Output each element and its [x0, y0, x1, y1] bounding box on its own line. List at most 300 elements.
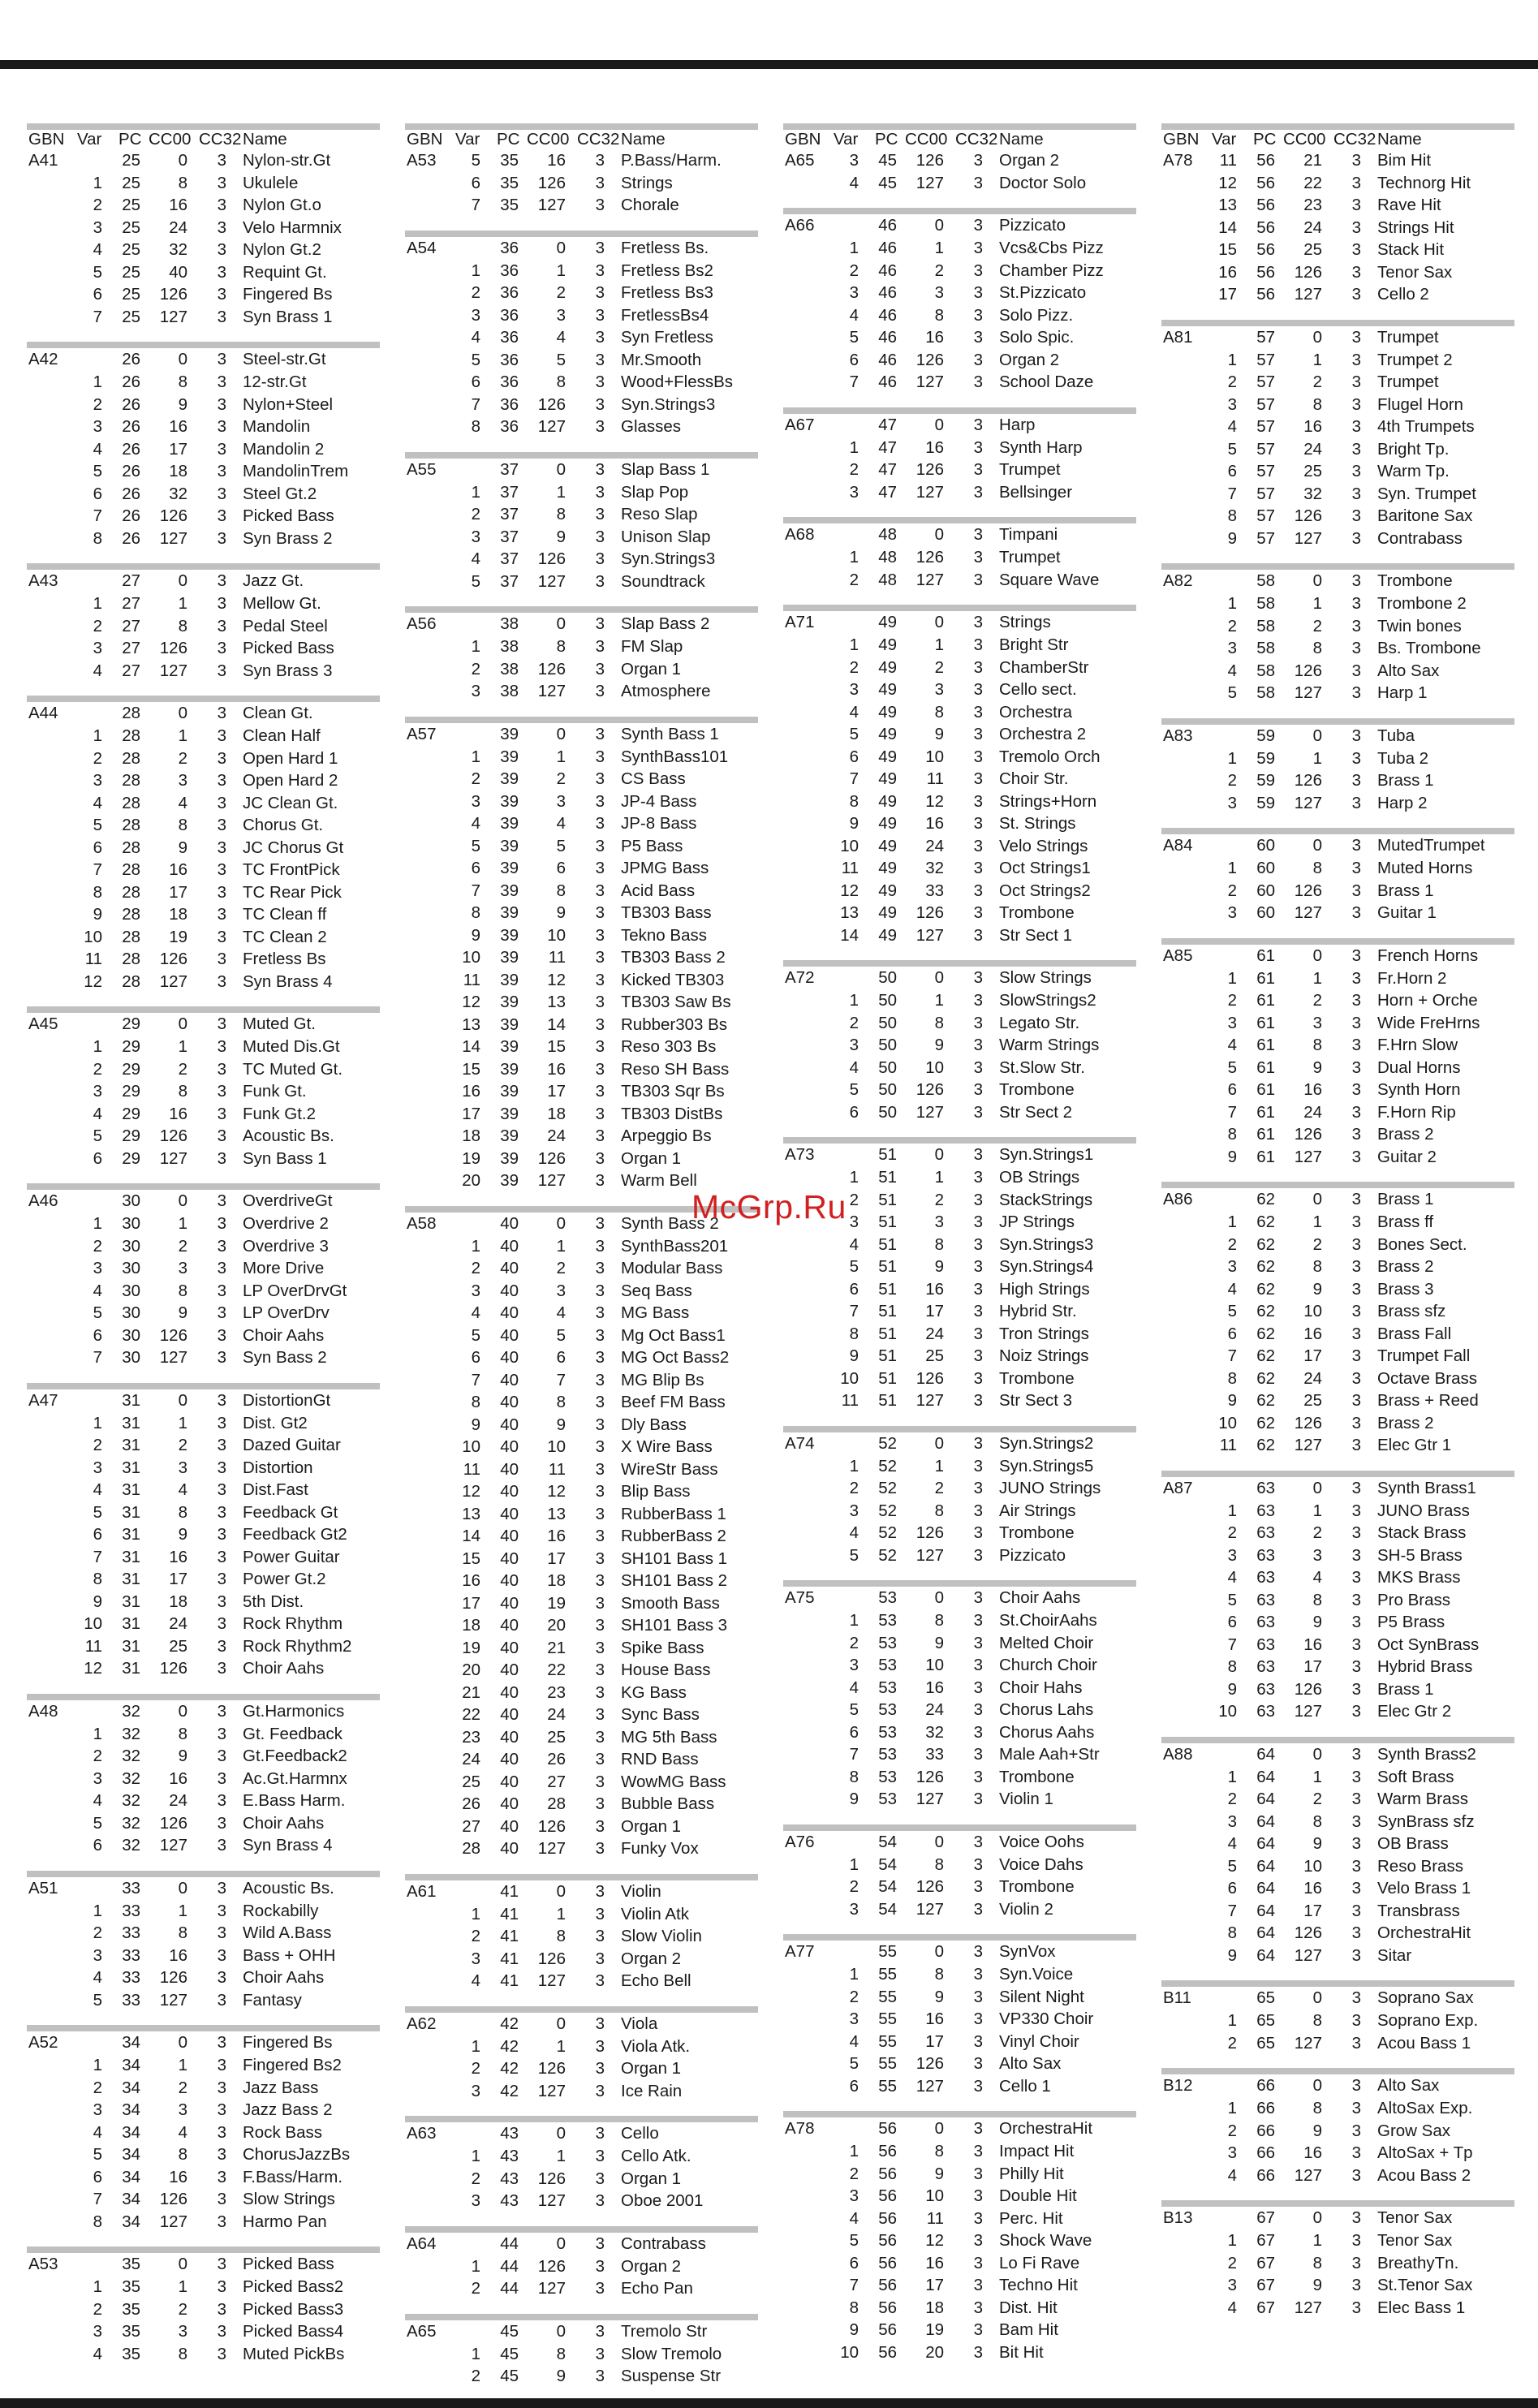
table-row — [783, 857, 1136, 880]
cell-name: Reso 303 Bs — [621, 1037, 717, 1056]
cell-cc00: 11 — [926, 2208, 944, 2228]
cell-pc: 55 — [878, 1965, 897, 1984]
cell-cc32: 3 — [1351, 991, 1361, 1010]
cell-name: Fretless Bs. — [621, 238, 709, 257]
cell-var: 2 — [849, 2164, 859, 2183]
cell-var: 1 — [1227, 859, 1237, 877]
tone-column-1 — [27, 123, 380, 2365]
cell-name: Funky Vox — [621, 1839, 699, 1858]
cell-name: Smooth Bass — [621, 1593, 720, 1613]
cell-cc00: 126 — [537, 173, 566, 192]
cell-cc00: 16 — [169, 1768, 187, 1788]
cell-pc: 30 — [122, 1325, 140, 1345]
cell-name: LP OverDrvGt — [243, 1281, 347, 1300]
cell-name: Bubble Bass — [621, 1794, 715, 1813]
cell-name: Hybrid Brass — [1377, 1657, 1473, 1676]
cell-pc: 53 — [878, 1588, 897, 1607]
cell-pc: 36 — [500, 350, 519, 369]
cell-cc32: 3 — [595, 1259, 605, 1277]
cell-cc00: 20 — [925, 2342, 944, 2362]
cell-pc: 40 — [500, 1616, 519, 1635]
group-gap — [1161, 2186, 1514, 2200]
cell-cc00: 0 — [556, 238, 566, 257]
cell-cc32: 3 — [973, 881, 983, 900]
cell-name: Trumpet — [999, 548, 1061, 566]
cell-name: Melted Choir — [999, 1633, 1094, 1652]
cell-name: Power Gt.2 — [243, 1570, 326, 1588]
cell-cc00: 126 — [537, 1816, 566, 1836]
cell-name: Steel-str.Gt — [243, 350, 326, 368]
cell-name: Solo Spic. — [999, 328, 1075, 347]
table-row — [1161, 349, 1514, 372]
cell-pc: 25 — [122, 307, 140, 326]
cell-var: 5 — [93, 2145, 102, 2164]
group-gap — [783, 2097, 1136, 2111]
table-row — [405, 1036, 758, 1058]
table-row — [405, 1014, 758, 1036]
cell-gbn: A54 — [407, 238, 437, 257]
cell-name: Power Guitar — [243, 1547, 340, 1566]
cell-pc: 52 — [878, 1479, 897, 1497]
cell-cc00: 0 — [178, 1878, 187, 1898]
cell-var: 2 — [849, 261, 859, 280]
cell-name: Organ 1 — [621, 1816, 682, 1836]
cell-cc32: 3 — [217, 594, 226, 613]
header-cc00: CC00 — [1283, 130, 1326, 149]
cell-pc: 62 — [1256, 1324, 1275, 1343]
cell-pc: 66 — [1256, 2143, 1275, 2162]
cell-name: Tremolo Orch — [999, 747, 1101, 766]
cell-cc32: 3 — [217, 506, 226, 525]
cell-name: E.Bass Harm. — [243, 1791, 346, 1810]
cell-name: FM Slap — [621, 637, 683, 656]
cell-pc: 49 — [878, 635, 897, 654]
cell-var: 10 — [840, 2342, 859, 2362]
table-row — [27, 2298, 380, 2321]
cell-var: 3 — [471, 527, 480, 546]
cell-cc32: 3 — [1351, 748, 1361, 768]
cell-name: Rock Rhythm2 — [243, 1636, 352, 1656]
table-row — [783, 1743, 1136, 1766]
table-row — [405, 1325, 758, 1347]
cell-gbn: A72 — [785, 968, 815, 987]
cell-cc00: 8 — [934, 1965, 944, 1984]
cell-var: 9 — [849, 814, 859, 833]
cell-var: 5 — [471, 836, 480, 855]
cell-cc32: 3 — [973, 968, 983, 987]
cell-cc00: 0 — [556, 614, 566, 633]
cell-cc32: 3 — [595, 305, 605, 325]
table-row — [1161, 769, 1514, 792]
table-row — [405, 2365, 758, 2388]
cell-pc: 42 — [500, 2014, 519, 2033]
cell-pc: 63 — [1256, 1523, 1275, 1542]
table-row — [1161, 283, 1514, 306]
cell-name: MG Bass — [621, 1303, 690, 1322]
table-row — [1161, 261, 1514, 284]
cell-var: 5 — [1227, 683, 1237, 702]
cell-cc00: 0 — [556, 2321, 566, 2341]
table-row — [783, 1012, 1136, 1035]
cell-pc: 46 — [878, 373, 897, 391]
table-row — [27, 483, 380, 506]
cell-name: AltoSax + Tp — [1377, 2143, 1473, 2162]
cell-cc32: 3 — [217, 1813, 226, 1833]
table-row — [27, 1568, 380, 1591]
table-row — [27, 1213, 380, 1235]
table-row — [405, 1103, 758, 1126]
cell-cc32: 3 — [217, 1990, 226, 2010]
table-row — [1161, 1234, 1514, 1256]
cell-pc: 52 — [878, 1501, 897, 1520]
cell-cc00: 8 — [1312, 2011, 1322, 2030]
cell-var: 3 — [471, 791, 480, 811]
cell-name: TB303 Bass — [621, 903, 712, 922]
cell-pc: 39 — [500, 1148, 519, 1168]
cell-var: 6 — [471, 1348, 480, 1367]
cell-name: Tenor Sax — [1377, 2231, 1453, 2250]
table-row — [405, 1948, 758, 1971]
cell-cc00: 3 — [556, 305, 566, 325]
cell-cc32: 3 — [973, 2253, 983, 2272]
cell-cc00: 2 — [556, 769, 566, 788]
table-row — [27, 971, 380, 993]
cell-var: 5 — [93, 1813, 102, 1833]
table-row — [405, 394, 758, 416]
cell-name: Velo Harmnix — [243, 218, 342, 237]
cell-cc00: 10 — [1303, 1856, 1322, 1876]
cell-name: Syn. Trumpet — [1377, 484, 1476, 503]
cell-cc32: 3 — [1351, 528, 1361, 548]
cell-cc00: 3 — [178, 2100, 187, 2119]
cell-cc00: 9 — [556, 903, 566, 922]
cell-cc00: 18 — [547, 1571, 566, 1590]
cell-pc: 35 — [122, 2299, 140, 2319]
cell-name: Harp 2 — [1377, 793, 1428, 812]
cell-name: Muted Horns — [1377, 859, 1473, 877]
cell-cc32: 3 — [217, 793, 226, 812]
table-row — [1161, 660, 1514, 683]
table-row — [783, 768, 1136, 790]
cell-name: Trumpet 2 — [1377, 350, 1453, 369]
cell-cc00: 127 — [537, 1171, 566, 1190]
cell-var: 4 — [93, 1968, 102, 1987]
cell-pc: 40 — [500, 1794, 519, 1813]
cell-var: 6 — [93, 1148, 102, 1168]
cell-var: 7 — [1227, 1635, 1237, 1654]
cell-name: Contrabass — [1377, 528, 1463, 548]
cell-cc00: 127 — [537, 1839, 566, 1858]
cell-pc: 44 — [500, 2256, 519, 2276]
cell-pc: 62 — [1256, 1190, 1275, 1208]
cell-cc32: 3 — [973, 1234, 983, 1254]
cell-cc32: 3 — [973, 1279, 983, 1299]
table-row — [405, 416, 758, 438]
cell-cc00: 127 — [1294, 285, 1322, 304]
cell-cc00: 126 — [537, 1949, 566, 1968]
cell-pc: 57 — [1256, 373, 1275, 391]
cell-cc00: 0 — [556, 1881, 566, 1901]
cell-name: OB Brass — [1377, 1834, 1449, 1853]
cell-var: 2 — [93, 2078, 102, 2097]
cell-cc00: 0 — [934, 1942, 944, 1961]
cell-var: 8 — [93, 1570, 102, 1588]
table-row — [405, 503, 758, 526]
table-row — [27, 1871, 380, 1900]
cell-cc00: 8 — [1312, 2253, 1322, 2272]
cell-var: 24 — [462, 1750, 480, 1768]
cell-var: 7 — [93, 506, 102, 525]
cell-cc00: 126 — [1294, 771, 1322, 790]
cell-var: 3 — [1227, 793, 1237, 812]
cell-name: Bim Hit — [1377, 151, 1432, 170]
cell-pc: 39 — [500, 769, 519, 788]
cell-cc32: 3 — [217, 1191, 226, 1210]
cell-pc: 36 — [500, 305, 519, 325]
cell-cc00: 8 — [178, 1724, 187, 1743]
cell-cc32: 3 — [595, 1482, 605, 1501]
cell-var: 2 — [471, 1927, 480, 1945]
cell-name: Syn.Strings3 — [621, 394, 716, 414]
cell-name: Arpeggio Bs — [621, 1126, 712, 1145]
cell-var: 11 — [84, 1636, 102, 1656]
cell-pc: 55 — [878, 2010, 897, 2028]
cell-cc32: 3 — [1351, 1657, 1361, 1676]
cell-name: Jazz Bass 2 — [243, 2100, 333, 2119]
cell-name: OverdriveGt — [243, 1191, 333, 1210]
cell-cc32: 3 — [973, 350, 983, 369]
cell-var: 1 — [93, 1037, 102, 1056]
cell-cc32: 3 — [973, 1501, 983, 1520]
table-row — [27, 948, 380, 971]
cell-var: 3 — [93, 417, 102, 436]
cell-var: 4 — [93, 2122, 102, 2142]
table-row — [783, 546, 1136, 569]
cell-cc32: 3 — [217, 950, 226, 968]
table-row — [405, 1058, 758, 1081]
cell-cc32: 3 — [595, 1236, 605, 1256]
cell-cc32: 3 — [217, 417, 226, 436]
cell-pc: 31 — [122, 1659, 140, 1678]
cell-cc32: 3 — [973, 2231, 983, 2250]
cell-var: 2 — [471, 283, 480, 302]
cell-cc32: 3 — [973, 2119, 983, 2138]
cell-name: Violin — [621, 1881, 661, 1901]
cell-pc: 40 — [500, 1281, 519, 1300]
cell-pc: 52 — [878, 1545, 897, 1565]
cell-name: Strings — [999, 613, 1051, 631]
cell-var: 4 — [1227, 1834, 1237, 1853]
cell-var: 3 — [1227, 1013, 1237, 1032]
cell-gbn: B12 — [1163, 2076, 1193, 2095]
cell-name: Fantasy — [243, 1990, 302, 2010]
group-gap — [783, 1123, 1136, 1137]
table-row — [783, 1544, 1136, 1567]
cell-cc00: 11 — [548, 1459, 566, 1479]
cell-gbn: A71 — [785, 613, 815, 631]
cell-cc32: 3 — [973, 613, 983, 631]
cell-name: Cello Atk. — [621, 2147, 691, 2165]
cell-cc32: 3 — [1351, 616, 1361, 635]
cell-pc: 30 — [122, 1303, 140, 1322]
cell-var: 1 — [1227, 2011, 1237, 2030]
cell-pc: 48 — [878, 548, 897, 566]
cell-cc32: 3 — [217, 1659, 226, 1678]
cell-cc00: 0 — [178, 704, 187, 722]
table-row — [27, 1635, 380, 1658]
cell-cc32: 3 — [973, 747, 983, 766]
cell-pc: 27 — [122, 639, 140, 657]
cell-var: 2 — [93, 1236, 102, 1256]
cell-pc: 47 — [878, 460, 897, 479]
cell-cc32: 3 — [217, 1701, 226, 1721]
cell-name: WowMG Bass — [621, 1772, 726, 1791]
table-row — [405, 548, 758, 571]
cell-name: Trombone — [1377, 571, 1453, 590]
cell-cc32: 3 — [973, 1257, 983, 1276]
cell-pc: 32 — [122, 1724, 140, 1743]
cell-var: 4 — [93, 1791, 102, 1810]
cell-cc32: 3 — [217, 1390, 226, 1410]
cell-cc32: 3 — [1351, 1568, 1361, 1587]
cell-cc00: 9 — [178, 1525, 187, 1544]
cell-name: Syn.Strings3 — [999, 1234, 1094, 1254]
cell-name: Fingered Bs — [243, 285, 333, 304]
cell-cc32: 3 — [1351, 1147, 1361, 1166]
cell-name: Str Sect 2 — [999, 1102, 1073, 1122]
cell-cc00: 127 — [915, 1102, 944, 1122]
cell-var: 8 — [849, 1767, 859, 1786]
cell-cc00: 126 — [159, 1968, 187, 1987]
table-row — [783, 1963, 1136, 1986]
cell-var: 6 — [849, 1279, 859, 1299]
table-row — [405, 1346, 758, 1369]
cell-cc32: 3 — [973, 283, 983, 302]
cell-name: Slap Pop — [621, 482, 689, 502]
cell-cc00: 24 — [925, 836, 944, 855]
cell-name: Lo Fi Rave — [999, 2253, 1080, 2272]
cell-name: Slow Strings — [999, 968, 1092, 987]
cell-var: 21 — [462, 1682, 480, 1702]
cell-cc00: 14 — [547, 1014, 566, 1034]
cell-cc00: 127 — [159, 2212, 187, 2231]
cell-cc00: 9 — [1312, 1058, 1322, 1077]
cell-name: Warm Brass — [1377, 1790, 1468, 1808]
cell-pc: 45 — [878, 173, 897, 192]
cell-name: Gt.Harmonics — [243, 1701, 345, 1721]
cell-pc: 35 — [122, 2277, 140, 2296]
cell-pc: 34 — [122, 2056, 140, 2074]
table-row — [1161, 682, 1514, 704]
cell-cc00: 0 — [556, 2234, 566, 2253]
cell-var: 2 — [93, 1747, 102, 1765]
cell-cc00: 126 — [1294, 881, 1322, 900]
cell-var: 3 — [1227, 394, 1237, 414]
cell-pc: 52 — [878, 1456, 897, 1475]
header-name: Name — [621, 130, 666, 149]
cell-cc00: 0 — [934, 1832, 944, 1851]
cell-var: 4 — [471, 814, 480, 833]
cell-pc: 33 — [122, 1878, 140, 1898]
cell-pc: 46 — [878, 283, 897, 302]
cell-cc00: 126 — [915, 903, 944, 922]
table-row — [27, 1523, 380, 1546]
cell-cc00: 8 — [1312, 1811, 1322, 1831]
cell-pc: 25 — [122, 262, 140, 282]
cell-name: Synth Horn — [1377, 1080, 1461, 1099]
cell-pc: 39 — [500, 724, 519, 743]
cell-cc32: 3 — [595, 1126, 605, 1145]
cell-cc00: 127 — [537, 2279, 566, 2298]
cell-pc: 37 — [500, 549, 519, 568]
cell-pc: 31 — [122, 1390, 140, 1410]
header-name: Name — [1377, 130, 1422, 149]
cell-pc: 62 — [1256, 1391, 1275, 1410]
table-row — [405, 1771, 758, 1794]
cell-pc: 64 — [1256, 1834, 1275, 1853]
cell-pc: 43 — [500, 2169, 519, 2188]
cell-cc32: 3 — [595, 482, 605, 502]
table-row — [27, 660, 380, 683]
cell-name: Fretless Bs2 — [621, 261, 713, 280]
cell-cc32: 3 — [595, 1727, 605, 1747]
cell-pc: 46 — [878, 305, 897, 325]
cell-var: 6 — [93, 484, 102, 503]
cell-cc32: 3 — [595, 1370, 605, 1389]
cell-cc00: 126 — [159, 506, 187, 525]
cell-var: 11 — [1219, 1436, 1237, 1454]
cell-pc: 50 — [878, 1102, 897, 1122]
cell-pc: 31 — [122, 1413, 140, 1432]
cell-var: 17 — [462, 1104, 480, 1123]
cell-cc00: 10 — [547, 1437, 566, 1456]
group-gap — [27, 2011, 380, 2025]
cell-pc: 40 — [500, 1638, 519, 1657]
cell-var: 4 — [849, 1523, 859, 1542]
cell-pc: 49 — [878, 814, 897, 833]
table-row — [1161, 1566, 1514, 1589]
table-row — [783, 1500, 1136, 1523]
watermark: McGrp.Ru — [691, 1188, 847, 1226]
cell-pc: 34 — [122, 2122, 140, 2142]
cell-cc00: 11 — [548, 948, 566, 967]
cell-cc32: 3 — [1351, 506, 1361, 525]
cell-cc32: 3 — [595, 682, 605, 700]
cell-gbn: A84 — [1163, 836, 1193, 855]
cell-cc00: 17 — [169, 1570, 187, 1588]
table-row — [783, 1345, 1136, 1368]
cell-cc00: 1 — [1312, 594, 1322, 613]
cell-pc: 48 — [878, 525, 897, 544]
cell-name: Silent Night — [999, 1987, 1084, 2006]
table-row — [27, 1479, 380, 1501]
cell-pc: 36 — [500, 238, 519, 257]
cell-cc00: 127 — [159, 1990, 187, 2010]
cell-gbn: A48 — [28, 1701, 58, 1721]
cell-cc00: 16 — [169, 860, 187, 879]
cell-cc00: 126 — [915, 2054, 944, 2073]
cell-var: 1 — [93, 373, 102, 391]
cell-pc: 43 — [500, 2191, 519, 2210]
cell-cc32: 3 — [217, 860, 226, 879]
table-row — [783, 2140, 1136, 2163]
cell-pc: 33 — [122, 1923, 140, 1942]
cell-gbn: A78 — [785, 2119, 815, 2138]
table-row — [1161, 1766, 1514, 1789]
table-row — [783, 1721, 1136, 1744]
table-row — [783, 746, 1136, 769]
cell-cc32: 3 — [217, 1214, 226, 1233]
